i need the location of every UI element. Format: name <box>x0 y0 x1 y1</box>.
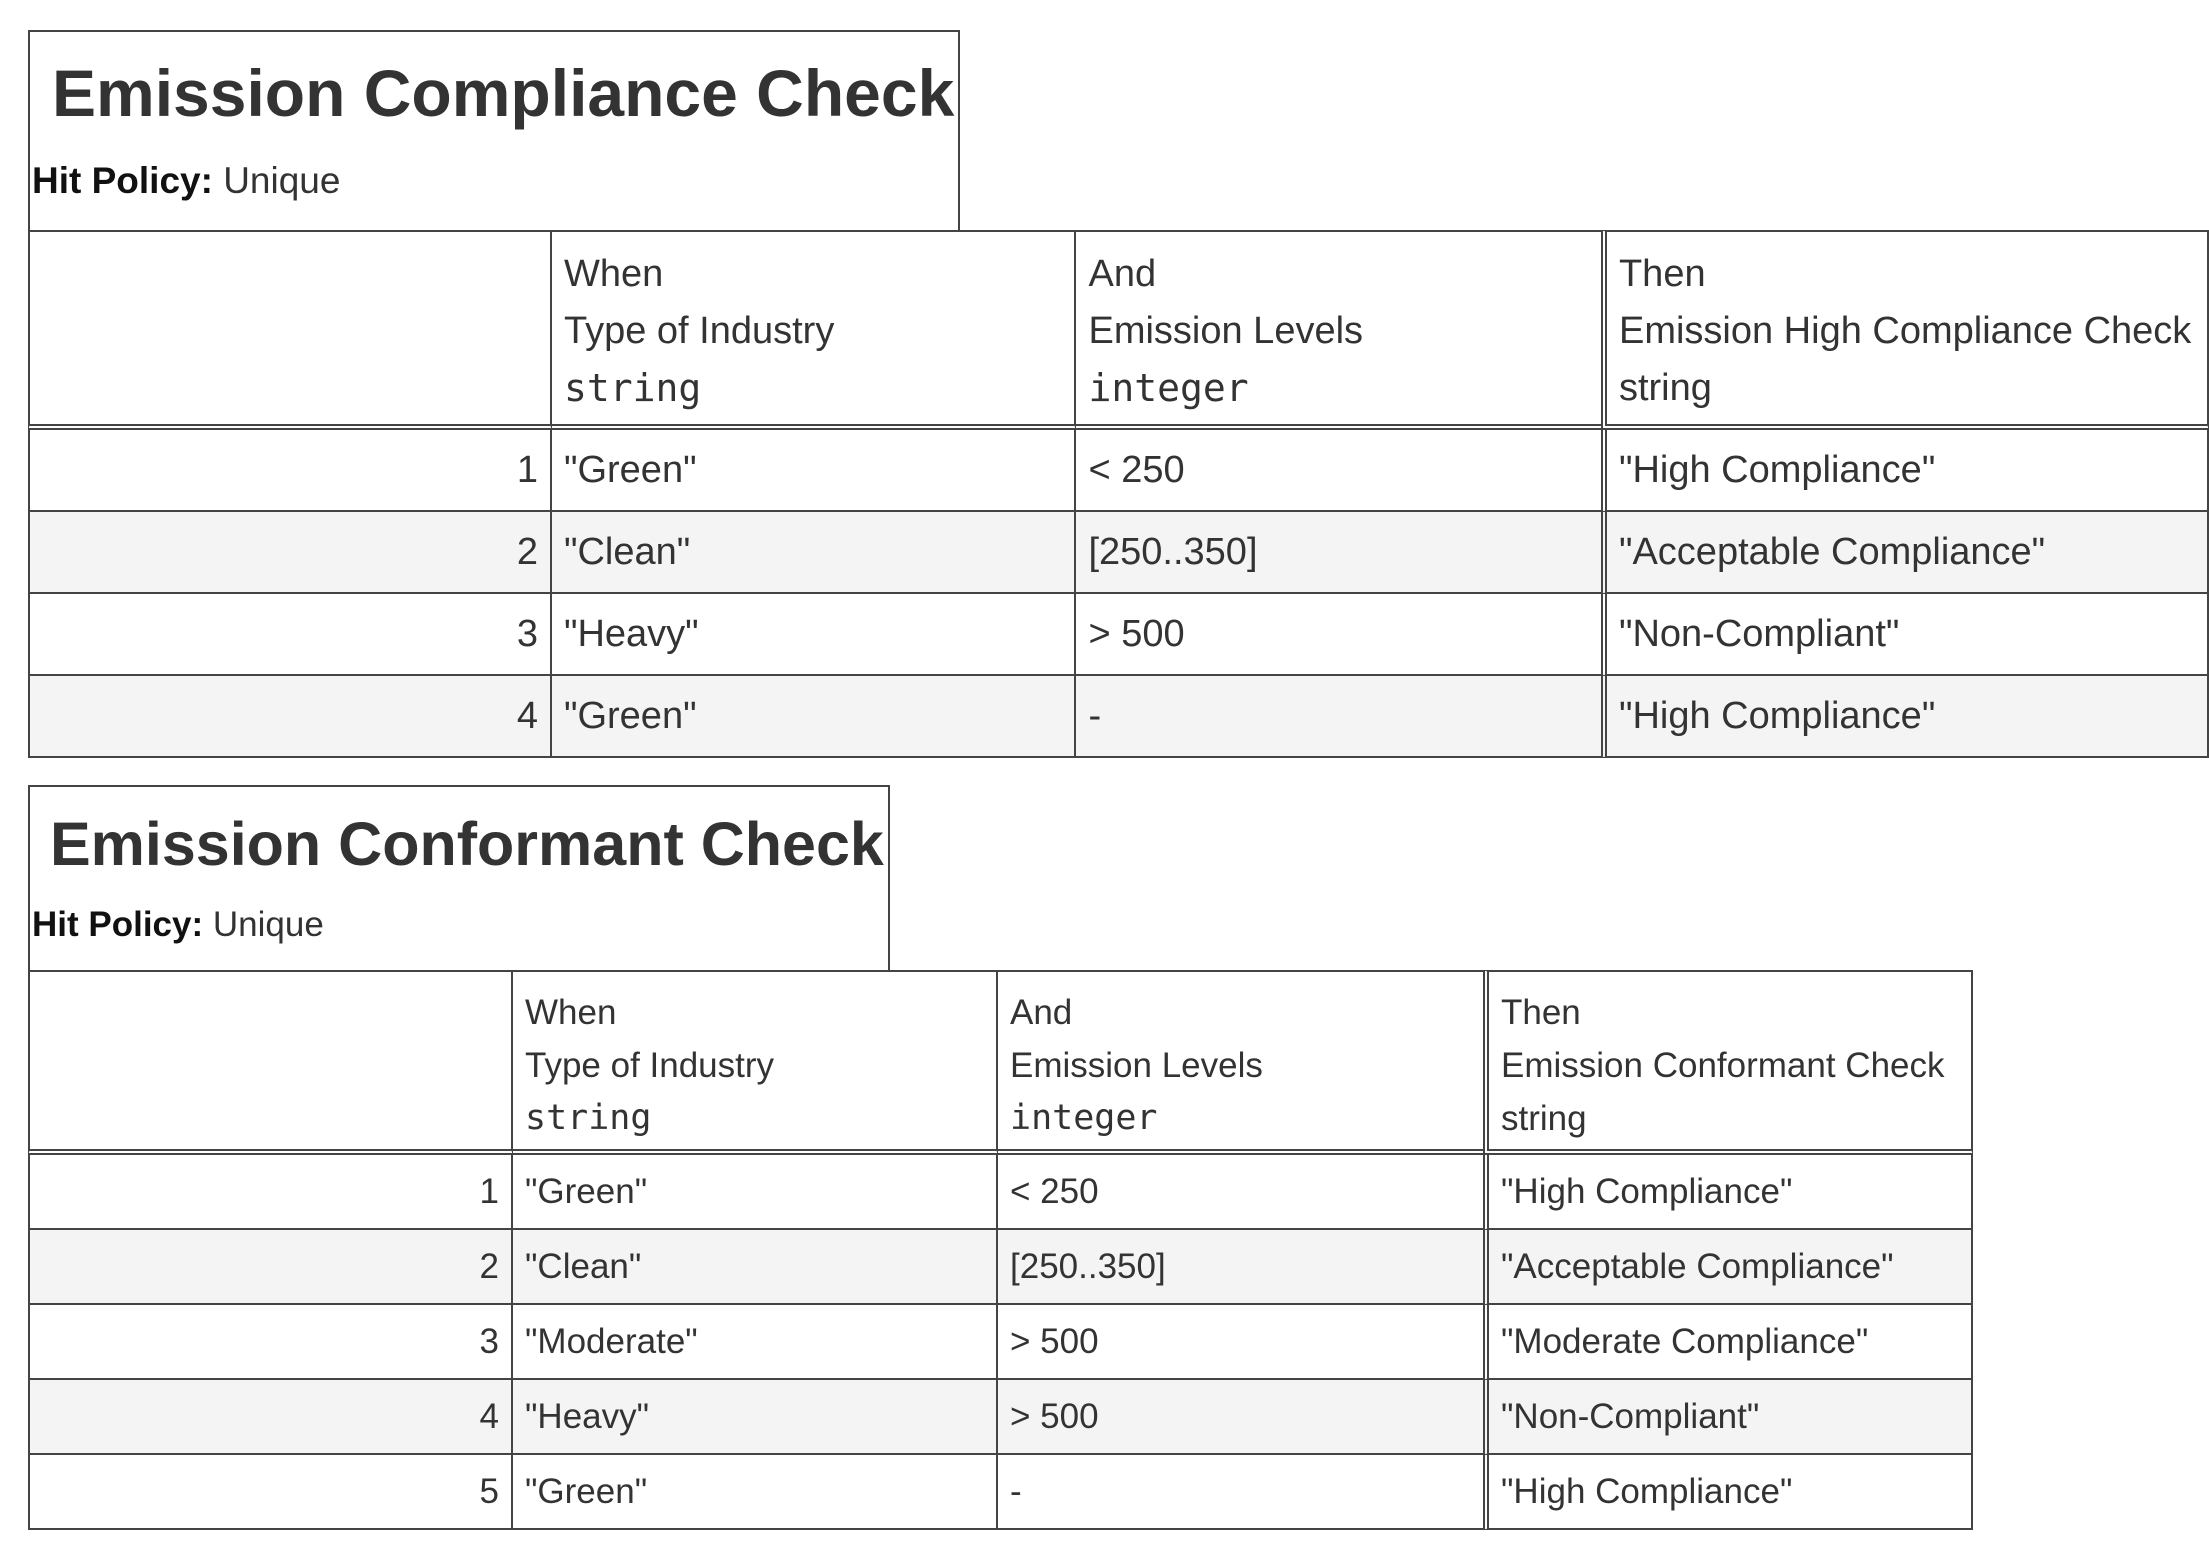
rule-cell-result[interactable]: "Acceptable Compliance" <box>1601 512 2209 594</box>
input-name: Emission Levels <box>1088 310 1364 352</box>
rule-cell-industry[interactable]: "Heavy" <box>513 1380 998 1455</box>
rule-index: 4 <box>28 1380 513 1455</box>
input-type: integer <box>1088 366 1249 410</box>
rule-index: 2 <box>28 512 552 594</box>
rule-cell-result[interactable]: "Acceptable Compliance" <box>1483 1230 1973 1305</box>
input-type: string <box>525 1098 652 1138</box>
output-header[interactable] <box>1483 970 1973 1155</box>
rule-cell-levels[interactable]: > 500 <box>998 1380 1483 1455</box>
rule-cell-result[interactable]: "Non-Compliant" <box>1483 1380 1973 1455</box>
rule-cell-industry[interactable]: "Moderate" <box>513 1305 998 1380</box>
rule-row <box>28 1455 1973 1530</box>
decision-title: Emission Conformant Check <box>50 810 884 878</box>
rule-row <box>28 676 2209 758</box>
rule-cell-industry[interactable]: "Clean" <box>552 512 1077 594</box>
rule-cell-result[interactable]: "Moderate Compliance" <box>1483 1305 1973 1380</box>
rule-cell-industry[interactable]: "Clean" <box>513 1230 998 1305</box>
rules-table <box>28 970 1973 1530</box>
output-name: Emission High Compliance Check <box>1618 310 2192 352</box>
input-name: Emission Levels <box>1010 1046 1263 1085</box>
output-keyword: Then <box>1618 253 1706 295</box>
rule-cell-levels[interactable]: - <box>1076 676 1601 758</box>
rule-cell-levels[interactable]: > 500 <box>1076 594 1601 676</box>
decision-title: Emission Compliance Check <box>52 56 955 130</box>
output-type: string <box>1618 367 1712 409</box>
rule-cell-levels[interactable]: [250..350] <box>1076 512 1601 594</box>
rules-table <box>28 230 2209 758</box>
output-name: Emission Conformant Check <box>1501 1046 1945 1085</box>
rule-cell-levels[interactable]: [250..350] <box>998 1230 1483 1305</box>
rule-row <box>28 1380 1973 1455</box>
hit-policy-label: Hit Policy: <box>32 905 204 944</box>
decision-table-emission-conformant <box>28 785 1973 1530</box>
rule-index: 5 <box>28 1455 513 1530</box>
header-row <box>28 230 2209 430</box>
input-keyword: When <box>525 993 617 1032</box>
rule-cell-industry[interactable]: "Green" <box>552 676 1077 758</box>
rule-cell-result[interactable]: "High Compliance" <box>1601 676 2209 758</box>
input-header-industry[interactable] <box>513 970 998 1155</box>
rule-index: 3 <box>28 1305 513 1380</box>
rule-cell-industry[interactable]: "Green" <box>513 1455 998 1530</box>
rule-row <box>28 1230 1973 1305</box>
rule-row <box>28 1305 1973 1380</box>
rule-cell-industry[interactable]: "Heavy" <box>552 594 1077 676</box>
rule-index: 1 <box>28 430 552 512</box>
hit-policy-value[interactable]: Unique <box>212 905 324 944</box>
rule-cell-levels[interactable]: < 250 <box>998 1155 1483 1230</box>
rule-index: 3 <box>28 594 552 676</box>
header-row <box>28 970 1973 1155</box>
rule-cell-result[interactable]: "Non-Compliant" <box>1601 594 2209 676</box>
input-keyword: When <box>563 253 664 295</box>
input-keyword: And <box>1010 993 1073 1032</box>
input-header-industry[interactable] <box>552 230 1077 430</box>
rule-cell-levels[interactable]: - <box>998 1455 1483 1530</box>
rule-cell-levels[interactable]: > 500 <box>998 1305 1483 1380</box>
rule-index: 2 <box>28 1230 513 1305</box>
rule-cell-result[interactable]: "High Compliance" <box>1601 430 2209 512</box>
rule-cell-result[interactable]: "High Compliance" <box>1483 1155 1973 1230</box>
rule-index: 4 <box>28 676 552 758</box>
rule-row <box>28 594 2209 676</box>
output-type: string <box>1501 1099 1587 1138</box>
input-name: Type of Industry <box>525 1046 775 1085</box>
output-header[interactable] <box>1601 230 2209 430</box>
hit-policy-value[interactable]: Unique <box>223 160 341 201</box>
rule-row <box>28 512 2209 594</box>
rule-cell-result[interactable]: "High Compliance" <box>1483 1455 1973 1530</box>
input-keyword: And <box>1088 253 1157 295</box>
input-header-levels[interactable] <box>1076 230 1601 430</box>
rule-row <box>28 430 2209 512</box>
rule-cell-levels[interactable]: < 250 <box>1076 430 1601 512</box>
decision-title-box <box>28 30 960 230</box>
input-type: integer <box>1010 1098 1158 1138</box>
input-type: string <box>563 366 702 410</box>
decision-title-box <box>28 785 890 970</box>
decision-table-emission-compliance <box>28 30 2209 758</box>
output-keyword: Then <box>1501 993 1581 1032</box>
rule-cell-industry[interactable]: "Green" <box>552 430 1077 512</box>
input-header-levels[interactable] <box>998 970 1483 1155</box>
hit-policy-label: Hit Policy: <box>32 160 213 201</box>
hit-policy <box>32 160 340 202</box>
rule-row <box>28 1155 1973 1230</box>
rule-index: 1 <box>28 1155 513 1230</box>
input-name: Type of Industry <box>563 310 835 352</box>
hit-policy <box>32 905 324 945</box>
index-header <box>28 970 513 1155</box>
index-header <box>28 230 552 430</box>
rule-cell-industry[interactable]: "Green" <box>513 1155 998 1230</box>
